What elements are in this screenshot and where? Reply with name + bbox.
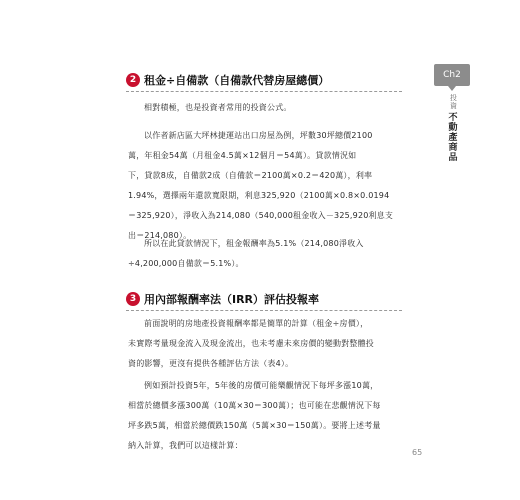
page-number: 65 [412, 448, 423, 457]
text-line: 以作者新店區大坪林捷運站出口房屋為例，坪數30坪總價2100 [144, 131, 373, 140]
chapter-title-small: 投資 [449, 94, 458, 110]
text-line: 例如預計投資5年，5年後的房價可能樂觀情況下每坪多漲10萬， [144, 381, 379, 390]
text-line: 未實際考量現金流入及現金流出，也未考慮未來房價的變動對整體投 [128, 339, 374, 348]
section-number-badge: 3 [126, 292, 140, 306]
paragraph [128, 98, 402, 118]
section-title: 用內部報酬率法（IRR）評估投報率 [144, 293, 320, 306]
section-divider [126, 310, 402, 311]
section-3-heading [126, 290, 319, 308]
text-line: 坪多跌5萬，相當於總價跌150萬（5萬×30＝150萬）。要將上述考量 [128, 421, 381, 430]
text-line: 出＝214,080）。 [128, 231, 192, 240]
text-line: 前面說明的房地產投資報酬率都是簡單的計算（租金÷房價）， [144, 319, 369, 328]
chapter-side-tab [432, 64, 472, 162]
text-line: ÷4,200,000自備款＝5.1%）。 [128, 259, 244, 268]
text-line: 萬，年租金54萬（月租金4.5萬×12個月＝54萬）。貸款情況如 [128, 151, 357, 160]
paragraph [128, 314, 402, 374]
chapter-vertical-title [446, 94, 459, 162]
paragraph [128, 376, 402, 456]
section-2-heading [126, 71, 329, 89]
section-divider [126, 91, 402, 92]
text-line: 所以在此貸款情況下，租金報酬率為5.1%（214,080淨收入 [144, 239, 364, 248]
text-line: 1.94%，選擇兩年還款寬限期，利息325,920（2100萬×0.8×0.0194 [128, 191, 390, 200]
chapter-badge: Ch2 [434, 64, 470, 86]
text-line: 相當於總價多漲300萬（10萬×30＝300萬）；也可能在悲觀情況下每 [128, 401, 381, 410]
text-line: ＝325,920），淨收入為214,080（540,000租金收入－325,920利息支 [128, 211, 394, 220]
paragraph [128, 234, 402, 274]
text-line: 納入計算，我們可以這樣計算： [128, 441, 243, 450]
text-line: 相對積極，也是投資者常用的投資公式。 [144, 103, 292, 112]
paragraph [128, 126, 402, 246]
text-line: 資的影響，更沒有提供各種評估方法（表4）。 [128, 359, 294, 368]
chapter-title-big: 不動產商品 [446, 112, 457, 162]
text-line: 下，貸款8成，自備款2成（自備款＝2100萬×0.2＝420萬），利率 [128, 171, 373, 180]
section-title: 租金÷自備款（自備款代替房屋總價） [144, 74, 330, 87]
section-number-badge: 2 [126, 73, 140, 87]
